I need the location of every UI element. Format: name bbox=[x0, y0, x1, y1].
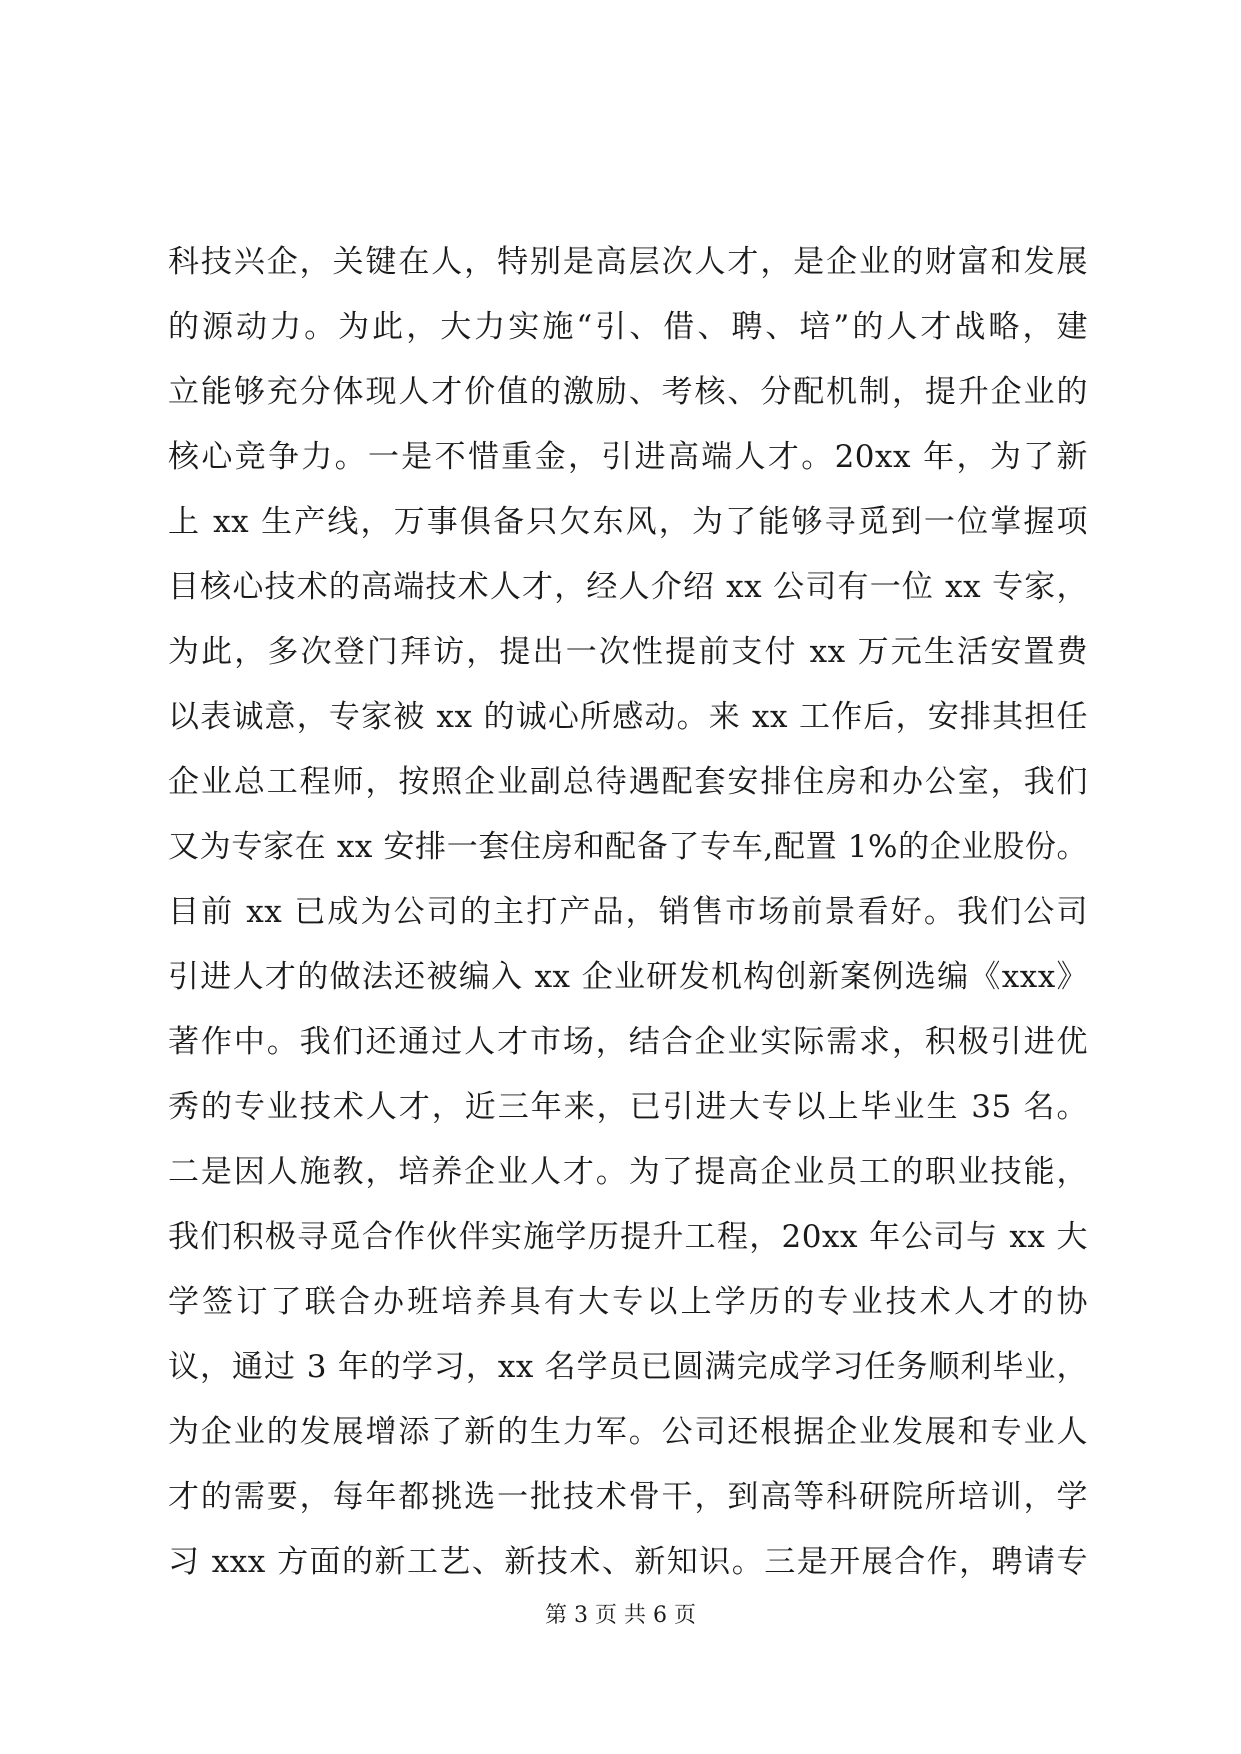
text-line: 引进人才的做法还被编入 xx 企业研发机构创新案例选编《xxx》 bbox=[168, 959, 1088, 995]
text-line: 以表诚意，专家被 xx 的诚心所感动。来 xx 工作后，安排其担任 bbox=[168, 699, 1088, 735]
text-line: 又为专家在 xx 安排一套住房和配备了专车,配置 1%的企业股份。 bbox=[168, 829, 1088, 865]
text-line: 核心竞争力。一是不惜重金，引进高端人才。20xx 年，为了新 bbox=[168, 439, 1088, 475]
text-line: 科技兴企，关键在人，特别是高层次人才，是企业的财富和发展 bbox=[168, 244, 1088, 280]
text-line: 才的需要，每年都挑选一批技术骨干，到高等科研院所培训，学 bbox=[168, 1479, 1088, 1515]
text-line: 目核心技术的高端技术人才，经人介绍 xx 公司有一位 xx 专家， bbox=[168, 569, 1088, 605]
body-paragraph bbox=[168, 230, 1088, 1595]
text-line: 企业总工程师，按照企业副总待遇配套安排住房和办公室，我们 bbox=[168, 764, 1088, 800]
text-line: 为企业的发展增添了新的生力军。公司还根据企业发展和专业人 bbox=[168, 1414, 1088, 1450]
text-line: 习 xxx 方面的新工艺、新技术、新知识。三是开展合作，聘请专 bbox=[168, 1544, 1088, 1580]
text-line: 秀的专业技术人才，近三年来，已引进大专以上毕业生 35 名。 bbox=[168, 1089, 1088, 1125]
text-line: 学签订了联合办班培养具有大专以上学历的专业技术人才的协 bbox=[168, 1284, 1088, 1320]
page-number-label: 第 3 页 共 6 页 bbox=[545, 1603, 696, 1628]
text-line: 的源动力。为此，大力实施“引、借、聘、培”的人才战略，建 bbox=[168, 309, 1088, 345]
text-line: 为此，多次登门拜访，提出一次性提前支付 xx 万元生活安置费 bbox=[168, 634, 1088, 670]
page-footer bbox=[0, 1601, 1241, 1631]
text-line: 目前 xx 已成为公司的主打产品，销售市场前景看好。我们公司 bbox=[168, 894, 1088, 930]
text-line: 议，通过 3 年的学习，xx 名学员已圆满完成学习任务顺利毕业， bbox=[168, 1349, 1088, 1385]
text-line: 我们积极寻觅合作伙伴实施学历提升工程，20xx 年公司与 xx 大 bbox=[168, 1219, 1088, 1255]
text-line: 著作中。我们还通过人才市场，结合企业实际需求，积极引进优 bbox=[168, 1024, 1088, 1060]
text-line: 立能够充分体现人才价值的激励、考核、分配机制，提升企业的 bbox=[168, 374, 1088, 410]
text-line: 上 xx 生产线，万事俱备只欠东风，为了能够寻觅到一位掌握项 bbox=[168, 504, 1088, 540]
text-line: 二是因人施教，培养企业人才。为了提高企业员工的职业技能， bbox=[168, 1154, 1088, 1190]
